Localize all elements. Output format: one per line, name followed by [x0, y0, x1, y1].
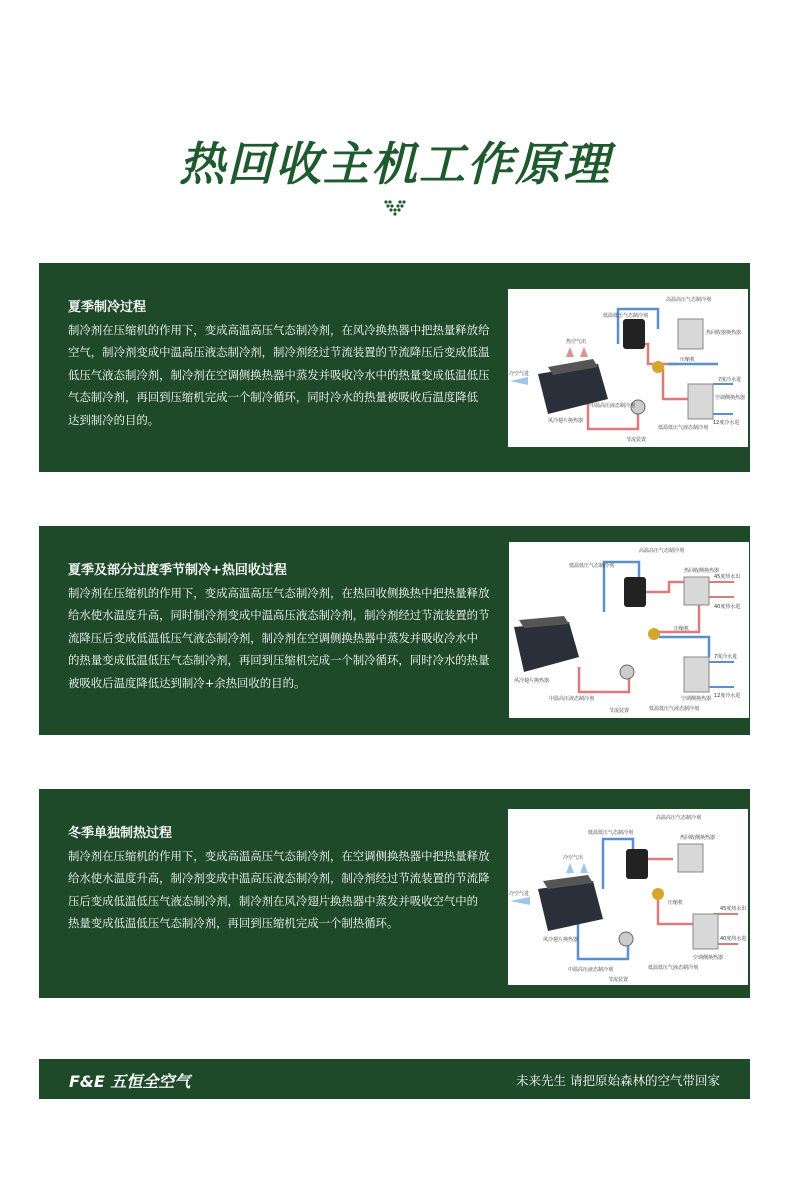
body-line: 制冷剂在压缩机的作用下，变成高温高压气态制冷剂，在热回收侧换热中把热量释放: [68, 586, 490, 600]
svg-text:7度冷水进: 7度冷水进: [714, 654, 738, 660]
body-line: 的热量变成低温低压气态制冷剂，再回到压缩机完成一个制冷循环，同时冷水的热量: [68, 653, 490, 668]
winter-heating-panel: [39, 789, 750, 998]
brand-logo: F&E 五恒全空气: [69, 1072, 191, 1091]
finned-coil-icon: [514, 622, 579, 672]
svg-text:40度热水进: 40度热水进: [714, 604, 741, 610]
compressor-icon: [624, 577, 646, 607]
svg-text:低温低压气态制冷剂: 低温低压气态制冷剂: [588, 830, 634, 836]
svg-text:压缩机: 压缩机: [680, 357, 696, 363]
body-line: 压后变成低温低压气液态制冷剂，制冷剂在风冷翅片换热器中蒸发并吸收空气中的: [68, 893, 479, 908]
body-line: 低压气液态制冷剂，制冷剂在空调侧换热器中蒸发并吸收冷水中的热量变成低温低压: [68, 367, 490, 382]
svg-text:热回收侧换热器: 热回收侧换热器: [684, 568, 720, 574]
compressor-icon: [623, 319, 645, 349]
svg-text:低温低压气态制冷剂: 低温低压气态制冷剂: [603, 313, 649, 319]
svg-text:高温高压气态制冷剂: 高温高压气态制冷剂: [666, 297, 712, 303]
section-title: 冬季单独制热过程: [68, 826, 173, 841]
svg-text:冷空气进: 冷空气进: [509, 371, 530, 377]
page-title: 热回收主机工作原理: [179, 137, 611, 191]
svg-text:低温低压气液态制冷剂: 低温低压气液态制冷剂: [658, 425, 709, 431]
svg-text:风冷翅片换热器: 风冷翅片换热器: [543, 937, 579, 943]
heat-exchanger-icon: [693, 914, 718, 949]
svg-text:节流装置: 节流装置: [626, 437, 647, 443]
cooling-heat-recovery-diagram: [509, 542, 749, 718]
body-line: 空气，制冷剂变成中温高压液态制冷剂，制冷剂经过节流装置的节流降压后变成低温: [68, 345, 490, 360]
cooling-cycle-diagram: [508, 289, 748, 447]
leaf-ornament-icon: [383, 199, 407, 217]
svg-text:低温低压气态制冷剂: 低温低压气态制冷剂: [569, 563, 615, 569]
svg-text:中温高压液态制冷剂: 中温高压液态制冷剂: [590, 403, 636, 409]
svg-text:45度热水出: 45度热水出: [720, 906, 747, 912]
section-body: [68, 845, 508, 935]
svg-text:节流装置: 节流装置: [609, 708, 630, 714]
body-line: 制冷剂在压缩机的作用下，变成高温高压气态制冷剂，在风冷换热器中把热量释放给: [68, 323, 490, 337]
svg-text:空调侧换热器: 空调侧换热器: [693, 955, 724, 961]
compressor-icon: [626, 849, 648, 879]
svg-text:12度冷水进: 12度冷水进: [713, 420, 740, 426]
svg-text:压缩机: 压缩机: [674, 626, 690, 632]
svg-text:45度热水出: 45度热水出: [714, 574, 741, 580]
footer-bar: [39, 1059, 750, 1099]
brand-slogan: 未来先生 请把原始森林的空气带回家: [516, 1073, 720, 1088]
svg-text:低温低压气液态制冷剂: 低温低压气液态制冷剂: [649, 706, 700, 712]
svg-text:7度冷水进: 7度冷水进: [718, 377, 742, 383]
svg-text:节流装置: 节流装置: [608, 977, 629, 983]
body-line: 给水使水温度升高，制冷剂变成中温高压液态制冷剂，制冷剂经过节流装置的节流降: [68, 871, 490, 886]
heat-exchanger-icon: [684, 577, 709, 605]
svg-text:空调侧换热器: 空调侧换热器: [715, 395, 746, 401]
section-body: [68, 582, 508, 694]
body-line: 流降压后变成低温低压气液态制冷剂，制冷剂在空调侧换热器中蒸发并吸收冷水中: [68, 630, 479, 645]
svg-text:高温高压气态制冷剂: 高温高压气态制冷剂: [656, 815, 702, 821]
expansion-valve-icon: [620, 665, 634, 679]
svg-text:高温高压气态制冷剂: 高温高压气态制冷剂: [639, 548, 685, 554]
svg-text:热回收器换热器: 热回收器换热器: [706, 330, 742, 336]
body-line: 气态制冷剂，再回到压缩机完成一个制冷循环，同时冷水的热量被吸收后温度降低: [68, 390, 479, 405]
heating-cycle-diagram: [508, 809, 748, 985]
svg-text:中温高压液态制冷剂: 中温高压液态制冷剂: [549, 696, 595, 702]
svg-text:40度热水进: 40度热水进: [720, 936, 747, 942]
heat-exchanger-icon: [678, 319, 703, 349]
svg-text:热回收侧换热器: 热回收侧换热器: [680, 835, 716, 841]
body-line: 被吸收后温度降低达到制冷+余热回收的目的。: [68, 675, 306, 690]
summer-cooling-heat-recovery-panel: [39, 526, 750, 735]
svg-text:压缩机: 压缩机: [668, 900, 684, 906]
svg-text:热空气出: 热空气出: [566, 339, 587, 345]
svg-text:空调侧换热器: 空调侧换热器: [681, 696, 712, 702]
svg-text:风冷翅片换热器: 风冷翅片换热器: [514, 678, 550, 684]
svg-text:中温高压液态制冷剂: 中温高压液态制冷剂: [568, 967, 614, 973]
section-body: [68, 319, 508, 431]
section-title: 夏季及部分过度季节制冷+热回收过程: [68, 563, 287, 578]
section-title: 夏季制冷过程: [68, 300, 147, 315]
body-line: 热量变成低温低压气态制冷剂，再回到压缩机完成一个制热循环。: [68, 916, 399, 931]
body-line: 达到制冷的目的。: [68, 412, 160, 427]
heat-exchanger-icon: [678, 844, 703, 872]
svg-text:冷空气进: 冷空气进: [509, 891, 530, 897]
svg-text:低温低压气液态制冷剂: 低温低压气液态制冷剂: [648, 965, 699, 971]
summer-cooling-panel: [39, 263, 750, 472]
expansion-valve-icon: [619, 932, 633, 946]
heat-exchanger-icon: [688, 384, 713, 419]
svg-text:风冷翅片换热器: 风冷翅片换热器: [548, 418, 584, 424]
body-line: 给水使水温度升高，同时制冷剂变成中温高压液态制冷剂，制冷剂经过节流装置的节: [68, 608, 490, 623]
svg-text:12度冷水进: 12度冷水进: [714, 693, 741, 699]
body-line: 制冷剂在压缩机的作用下，变成高温高压气态制冷剂，在空调侧换热器中把热量释放: [68, 849, 490, 863]
svg-text:冷空气出: 冷空气出: [563, 855, 584, 861]
heat-exchanger-icon: [684, 657, 709, 692]
